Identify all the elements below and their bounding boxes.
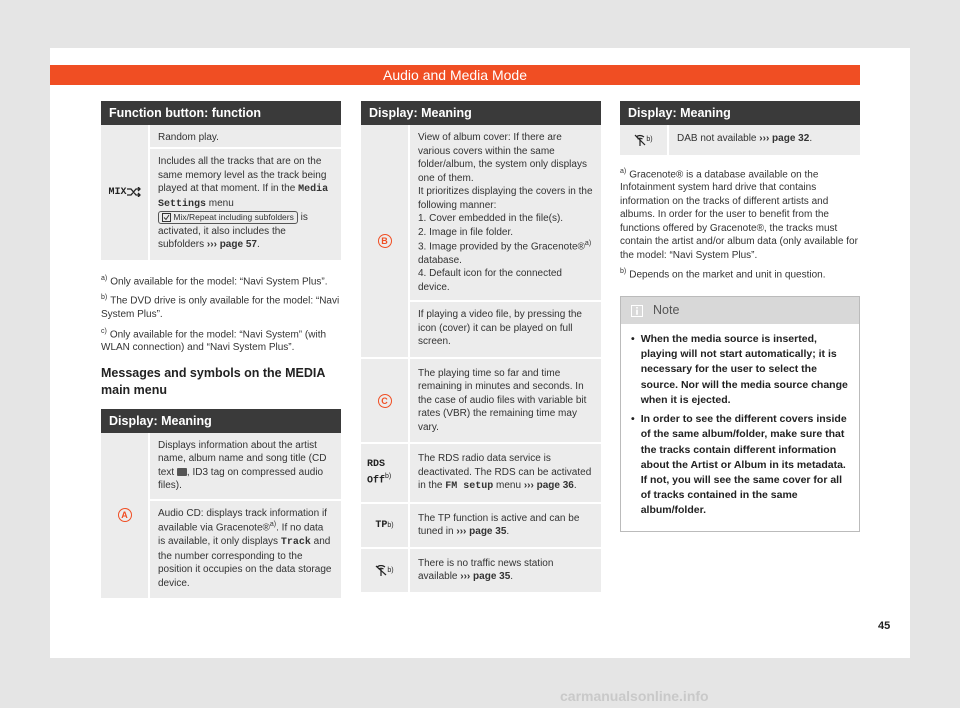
table-row: [361, 125, 601, 359]
footnotes: [620, 167, 860, 283]
table-cell: View of album cover: If there are various covers within the same folder/album, the system only displays one of them. It prioritizes displaying the covers in the following manner: 1. Cover embedded in the file(s). 2. Image in file folder. 3. Image provided by the Gracenote®$^{a)}$ database. 4. Default icon for the connected device.: [410, 125, 601, 300]
menu-name: Media Settings: [158, 184, 329, 210]
marker-b-icon: B: [378, 234, 392, 248]
table-row: [361, 444, 601, 504]
table-cell: Displays information about the artist name, album name and song title (CD text , ID3 tag on compressed audio files).: [150, 433, 341, 499]
table-cell: Audio CD: displays track information if available via Gracenote®$^{a)}$. If no data is available, it only displays Track and the number corresponding to the position it occupies on the data storage device.: [150, 499, 341, 598]
page-reference[interactable]: page 35: [466, 526, 507, 538]
mix-button-icon: MIX: [101, 125, 150, 260]
column-3: [620, 101, 860, 532]
table-row: [101, 125, 341, 262]
table-row: [361, 504, 601, 549]
column-2: [361, 101, 601, 594]
table-cell: Includes all the tracks that are on the same memory level as the track being played at that moment. If in the Media Settings menu Mix/Repeat including subfolders is activated, it also includes the subfolders ››› page 57.: [150, 147, 341, 260]
page-reference[interactable]: page 35: [470, 571, 511, 583]
footnote: $^{b)}$ The DVD drive is only available for the model: “Navi System Plus”.: [101, 294, 340, 321]
tp-icon: TP b): [361, 504, 410, 547]
cd-text-icon: [177, 468, 187, 476]
page-reference[interactable]: page 36: [533, 480, 574, 492]
column-1: [101, 101, 341, 600]
shuffle-icon: [127, 187, 141, 197]
table-cell: There is no traffic news station available ››› page 35.: [410, 549, 601, 592]
table-cell: If playing a video file, by pressing the icon (cover) it can be played on full screen.: [410, 300, 601, 357]
note-box: [620, 296, 860, 532]
page-reference[interactable]: page 32: [769, 133, 810, 144]
table-heading: Function button: function: [101, 101, 341, 125]
table-cell: The TP function is active and can be tuned in ››› page 35.: [410, 504, 601, 547]
no-traffic-station-icon: [375, 565, 387, 576]
table-cell: Random play.: [150, 125, 341, 147]
table-row: [361, 359, 601, 445]
table-row: b) DAB not available ››› page 32.: [620, 125, 860, 157]
note-item: • In order to see the different covers inside of the same album/folder, make sure that the tracks contain different information about the Artist or Album in its metadata. If not, you will see the same cover for all of tracks contained in the same album/folder.: [631, 413, 847, 517]
dab-not-available-icon: [634, 134, 646, 146]
table-heading: Display: Meaning: [361, 101, 601, 125]
page-reference[interactable]: page 57: [216, 239, 257, 250]
footnotes: [101, 274, 341, 355]
note-label: Note: [653, 303, 680, 318]
page-number: 45: [878, 620, 891, 632]
table-row: [101, 433, 341, 600]
option-box: Mix/Repeat including subfolders: [158, 211, 298, 224]
table-cell: The RDS radio data service is deactivated. The RDS can be activated in the FM setup menu ››› page 36.: [410, 444, 601, 502]
footnote: $^{a)}$ Only available for the model: “Navi System Plus”.: [101, 274, 328, 287]
watermark: carmanualsonline.info: [560, 688, 709, 704]
marker-c-icon: C: [378, 394, 392, 408]
rds-off-icon: RDS Off$^{b)}$: [361, 444, 410, 502]
chapter-header: Audio and Media Mode: [50, 65, 860, 85]
note-item: • When the media source is inserted, playing will not start automatically; it is necessary for the user to select the source. Nor will the media source change when it is ejected.: [631, 333, 848, 406]
table-cell: The playing time so far and time remaining in minutes and seconds. In the case of audio files with variable bit rates (VBR) the remaining time may vary.: [410, 359, 601, 443]
table-heading: Display: Meaning: [101, 409, 341, 433]
marker-a-icon: A: [118, 508, 132, 522]
table-heading: Display: Meaning: [620, 101, 860, 125]
footnote: $^{b)}$ Depends on the market and unit in question.: [620, 268, 826, 281]
checkbox-icon: [162, 213, 171, 222]
table-cell: DAB not available ››› page 32.: [669, 125, 860, 155]
table-row: b) There is no traffic news station available ››› page 35.: [361, 549, 601, 594]
footnote: $^{c)}$ Only available for the model: “Navi System” (with WLAN connection) and “Navi System Plus”.: [101, 327, 327, 354]
footnote: $^{a)}$ Gracenote® is a database available on the Infotainment system hard drive that contains information on the tracks of different artists and albums. In order for the user to benefit from the functions offered by Gracenote®, the tracks must contain the artist and/or album data (only available for the model: “Navi System Plus”.: [620, 167, 858, 261]
info-icon: [631, 305, 643, 317]
section-title: Messages and symbols on the MEDIA main menu: [101, 365, 325, 397]
